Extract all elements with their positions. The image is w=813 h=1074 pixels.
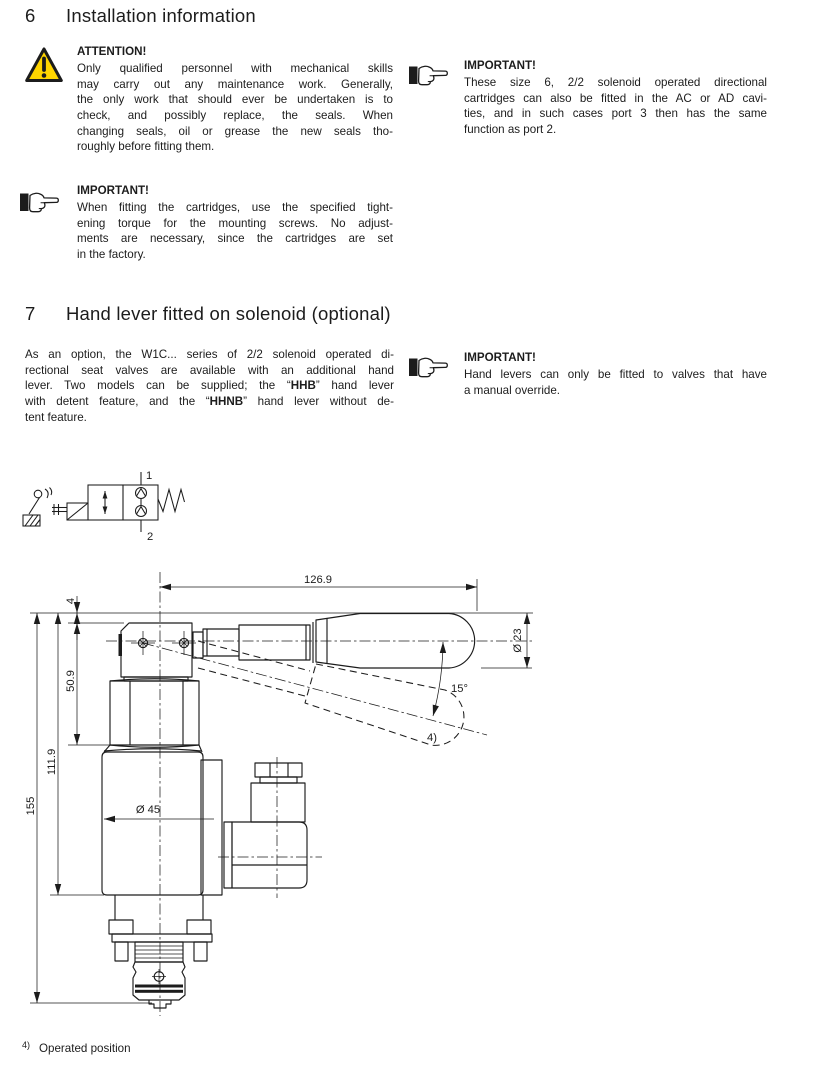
important-line: ties, and in such cases port 3 then has the same [464, 107, 767, 121]
important-line: a manual override. [464, 383, 561, 397]
note-ref-label: 4) [427, 732, 437, 744]
footnote-marker: 4) [22, 1040, 31, 1050]
symbol-hand-lever [23, 488, 67, 527]
dim-angle-label: 15° [451, 683, 468, 695]
paragraph-text: ” hand lever without de- [243, 394, 394, 408]
dim-coil-dia-label: Ø 45 [135, 804, 161, 816]
attention-line: Only qualified personnel with mechanical skills [77, 62, 393, 75]
drawing-cartridge [109, 895, 212, 1008]
section7-title-suffix: (optional) [306, 303, 391, 324]
footnote-text: Operated position [39, 1042, 131, 1055]
paragraph-line [25, 394, 394, 410]
pointing-hand-icon [19, 189, 61, 216]
section6-title: Installation information [66, 5, 256, 26]
drawing-lever-assembly [119, 614, 475, 678]
paragraph-line: As an option, the W1C... series of 2/2 solenoid operated di- [25, 348, 394, 361]
drawing-valve-body [102, 677, 222, 895]
drawing-connector [224, 763, 307, 888]
model-code-hhb: HHB [290, 379, 316, 393]
model-code-hhnb: HHNB [209, 394, 244, 408]
paragraph-line: tent feature. [25, 410, 87, 424]
paragraph-text: lever. Two models can be supplied; the “ [25, 379, 291, 393]
drawing-screw-crosshairs [131, 631, 196, 655]
drawing-centerlines [106, 572, 533, 1016]
important-note-right-1 [464, 59, 767, 138]
important-line: cartridges can also be fitted in the AC or AD cavi- [464, 91, 767, 105]
symbol-port-2-label: 2 [147, 531, 154, 543]
drawing-dimension-lines [30, 579, 533, 1003]
attention-title: ATTENTION! [77, 45, 147, 58]
dim-top-offset-label: 4 [65, 597, 77, 605]
attention-line: changing seals, oil or grease the new seals tho- [77, 124, 393, 138]
important-line: Hand levers can only be fitted to valves that have [464, 368, 767, 381]
technical-drawing [12, 552, 548, 1038]
important-note-right-2 [464, 351, 767, 398]
important-title: IMPORTANT! [77, 184, 149, 197]
section6-heading [25, 4, 256, 28]
important-line: in the factory. [77, 247, 146, 261]
dim-total-width-label: 126.9 [304, 574, 332, 586]
drawing-lever-operated-position [198, 641, 464, 745]
important-title: IMPORTANT! [464, 59, 536, 72]
attention-line: may carry out any maintenance work. Generally, [77, 77, 393, 91]
warning-triangle-icon [24, 46, 64, 84]
dim-total-height-label: 155 [25, 796, 37, 816]
dim-lever-dia-label: Ø 23 [512, 628, 524, 653]
dim-body-height-label: 111.9 [46, 748, 58, 776]
important-note-left [77, 184, 393, 263]
dim-lever-height-label: 50.9 [65, 670, 77, 692]
attention-line: roughly before fitting them. [77, 140, 215, 154]
important-line: function as port 2. [464, 122, 557, 136]
paragraph-line: rectional seat valves are available with an additional hand [25, 363, 394, 377]
symbol-valve-body [67, 472, 185, 532]
attention-note [77, 45, 393, 155]
section7-title-main: Hand lever fitted on solenoid [66, 303, 307, 324]
important-line: These size 6, 2/2 solenoid operated directional [464, 76, 767, 89]
footnote [22, 1042, 131, 1055]
important-line: ening torque for the mounting screws. No adjust- [77, 216, 393, 230]
important-line: When fitting the cartridges, use the specified tight- [77, 201, 393, 214]
paragraph-text: ” hand lever [315, 379, 394, 393]
attention-line: the only work that should ever be undertaken is to [77, 93, 393, 107]
paragraph-text: with detent feature, and the “ [25, 394, 210, 408]
section7-title [66, 302, 391, 326]
section6-number: 6 [25, 5, 36, 26]
attention-line: check, and possibly replace, the seals. When [77, 108, 393, 122]
hydraulic-symbol [0, 440, 240, 560]
important-line: ments are necessary, since the cartridges are set [77, 232, 393, 246]
section7-number: 7 [25, 303, 36, 324]
symbol-port-1-label: 1 [146, 470, 153, 482]
section7-paragraph [25, 347, 394, 425]
section7-heading [25, 302, 391, 326]
pointing-hand-icon [408, 62, 450, 89]
pointing-hand-icon [408, 354, 450, 381]
paragraph-line [25, 378, 394, 394]
important-title: IMPORTANT! [464, 351, 536, 364]
